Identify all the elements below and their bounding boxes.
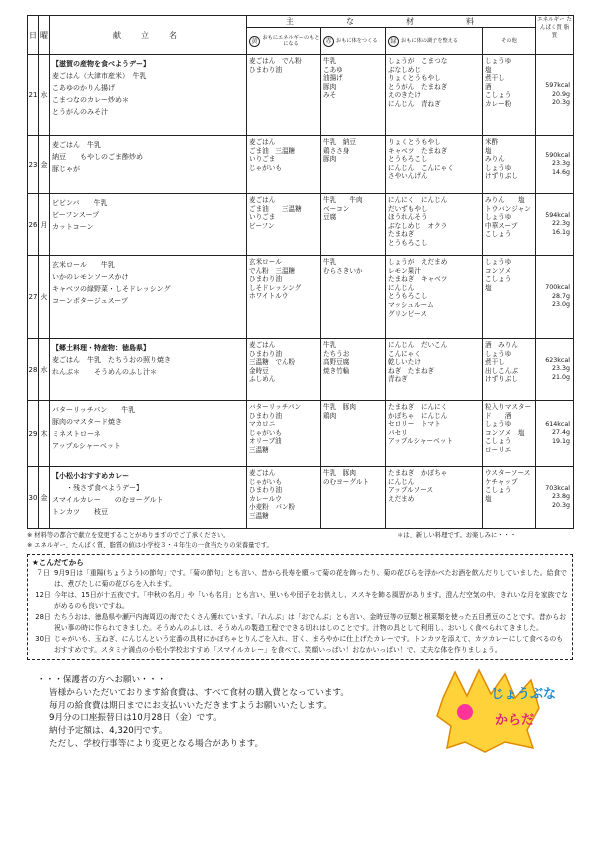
yellow-circle-icon: 黄 xyxy=(249,36,260,47)
menu-row xyxy=(28,136,574,194)
menu-row xyxy=(28,256,574,339)
mascot-illustration xyxy=(435,668,557,754)
header-day: 日 xyxy=(28,16,39,55)
commentary-text: じゃがいも、玉ねぎ、にんじんという定番の具材にかぼちゃとりんごを入れ、甘く、まろやかに仕上げたカレーです。トンカツを添えて、カツカレーにして食べるのもおすすめです。スタミナ満点の小松小学校おすすめ「スマイルカレー」を食べて、笑顔いっぱい！おなかいっぱい！で、丈夫な体を作りましょう。 xyxy=(54,635,564,654)
dish-name: とうがんのみそ汁 xyxy=(52,108,108,116)
lunch-menu-page xyxy=(27,15,573,751)
nutrition-cell: 594kcal 22.3g 16.1g xyxy=(536,194,574,256)
commentary-text: たちうおは、徳島県や瀬戸内海周辺の海でたくさん獲れています。「れんぶ」は「おでんぶ」とも言い、金時豆等の豆類と根菜類を使った五目煮豆のことです。昔からお祝い事の時に作られてきました。そうめんのふしは、そうめんの製造工程でできる切れはしのことです。汁物の具として利用し、おいしく食べられてきました。 xyxy=(54,613,567,632)
dish-name: ミネストローネ xyxy=(52,430,101,438)
dish-name: カットコーン xyxy=(52,223,94,231)
svg-text:じょうぶな: じょうぶな xyxy=(491,687,557,702)
other-ingredients-cell: みりん 塩 トウバンジャン しょうゆ 中華スープ こしょう xyxy=(483,194,536,256)
day-cell: 28 xyxy=(28,339,39,401)
weekday-cell: 金 xyxy=(39,467,50,529)
regulating-foods-cell: にんじん だいこん こんにゃく 乾しいたけ ねぎ たまねぎ 青ねぎ xyxy=(386,339,483,401)
body-building-foods-cell: 牛乳 むらさきいか xyxy=(321,256,386,339)
dishes-cell xyxy=(50,339,247,401)
dish-name: 麦ごはん 牛乳 xyxy=(52,141,101,149)
body-building-foods-cell: 牛乳 こあゆ 油揚げ 豚肉 みそ xyxy=(321,55,386,136)
menu-row xyxy=(28,194,574,256)
day-cell: 29 xyxy=(28,401,39,467)
parents-heading: ・・・保護者の方へお願い・・・ xyxy=(37,675,166,685)
red-circle-icon: 赤 xyxy=(323,36,334,47)
nutrition-cell: 614kcal 27.4g 19.1g xyxy=(536,401,574,467)
other-ingredients-cell: ウスターソース ケチャップ こしょう 塩 xyxy=(483,467,536,529)
header-weekday: 曜 xyxy=(39,16,50,55)
energy-foods-cell: 麦ごはん でん粉 ひまわり油 xyxy=(247,55,321,136)
dish-name: キャベツの緑野菜・しそドレッシング xyxy=(52,285,171,293)
menu-table xyxy=(27,15,574,529)
weekday-cell: 火 xyxy=(39,256,50,339)
commentary-date: ７日 xyxy=(36,569,50,577)
commentary-item xyxy=(32,568,568,590)
dish-name: 麦ごはん 牛乳 たちうおの照り焼き xyxy=(52,356,171,364)
day-cell: 30 xyxy=(28,467,39,529)
energy-foods-cell: 麦ごはん ごま油 三温糖 いりごま ビーフン xyxy=(247,194,321,256)
header-ingredients: 主 な 材 料 xyxy=(247,16,536,28)
weekday-cell: 水 xyxy=(39,339,50,401)
regulating-foods-cell: しょうが えだまめ レモン果汁 たまねぎ キャベツ にんじん とうもろこし マッシュルーム グリンピース xyxy=(386,256,483,339)
commentary-text: 今年は、15日が十五夜です。「中秋の名月」や「いも名月」とも言い、里いもや団子をお供えし、ススキを飾る風習があります。澄んだ空気の中、きれいな月を家族でながめるのも良いですね。 xyxy=(54,591,568,610)
regulating-foods-cell: たまねぎ にんにく かぼちゃ にんじん セロリー トマト パセリ アップルシャーベット xyxy=(386,401,483,467)
other-ingredients-cell: しょうゆ コンソメ こしょう 塩 xyxy=(483,256,536,339)
commentary-date: 30日 xyxy=(35,635,51,643)
commentary-date: 28日 xyxy=(35,613,51,621)
other-ingredients-cell: 米酢 塩 みりん しょうゆ けずりぶし xyxy=(483,136,536,194)
nutrition-cell: 700kcal 28.7g 23.0g xyxy=(536,256,574,339)
regulating-foods-cell: にんにく にんじん だいずもやし ほうれんそう ぶなしめじ オクラ たまねぎ とうもろこし xyxy=(386,194,483,256)
dish-name: ビビンバ 牛乳 xyxy=(52,199,108,207)
dishes-cell xyxy=(50,467,247,529)
header-other: その他 xyxy=(483,28,536,55)
dish-name: 【滋賀の産物を食べようデー】 xyxy=(52,60,150,68)
notice-line: ただし、学校行事等により変更となる場合があります。 xyxy=(49,738,264,749)
menu-row xyxy=(28,401,574,467)
notice-line: 納付予定額は、4,320円です。 xyxy=(49,726,168,737)
commentary-title: ★こんだてから xyxy=(32,558,84,567)
regulating-foods-cell: しょうが こまつな ぶなしめじ りょくとうもやし とうがん たまねぎ えのきたけ にんじん 青ねぎ xyxy=(386,55,483,136)
dish-name: スマイルカレー のむヨーグルト xyxy=(52,496,164,504)
body-building-foods-cell: 牛乳 豚肉 のむヨーグルト xyxy=(321,467,386,529)
note-new-dish: ＊は、新しい料理です。お楽しみに・・・ xyxy=(397,532,517,539)
dish-name: ビーフンスープ xyxy=(52,211,100,219)
notes xyxy=(27,531,573,551)
menu-row xyxy=(28,339,574,401)
nutrition-cell: 597kcal 20.9g 20.3g xyxy=(536,55,574,136)
dish-name: アップルシャーベット xyxy=(52,442,121,450)
dish-name: ・残さず食べようデー】 xyxy=(52,484,143,492)
day-cell: 23 xyxy=(28,136,39,194)
header-red-group: 赤 おもに体をつくる xyxy=(321,28,386,55)
dish-name: 【郷土料理・特産物：徳島県】 xyxy=(52,344,150,352)
menu-commentary-box xyxy=(27,554,573,660)
commentary-date: 12日 xyxy=(35,591,51,599)
dish-name: れんぶ＊ そうめんのふし汁＊ xyxy=(52,368,157,376)
body-building-foods-cell: 牛乳 納豆 鶏ささ身 豚肉 xyxy=(321,136,386,194)
body-building-foods-cell: 牛乳 たちうお 高野豆腐 焼き竹輪 xyxy=(321,339,386,401)
day-cell: 26 xyxy=(28,194,39,256)
regulating-foods-cell: たまねぎ かぼちゃ にんじん アップルソース えだまめ xyxy=(386,467,483,529)
dish-name: コーンポタージュスープ xyxy=(52,297,128,305)
other-ingredients-cell: 粒入りマスター ド 酒 しょうゆ コンソメ 塩 こしょう ローリエ xyxy=(483,401,536,467)
body-building-foods-cell: 牛乳 牛肉 ベーコン 豆腐 xyxy=(321,194,386,256)
dishes-cell xyxy=(50,256,247,339)
weekday-cell: 水 xyxy=(39,55,50,136)
green-circle-icon: 緑 xyxy=(388,36,399,47)
parents-notice xyxy=(27,674,573,751)
dishes-cell xyxy=(50,194,247,256)
commentary-text: 9月9日は「重陽(ちょうよう)の節句」です。「菊の節句」とも言い、昔から長寿を願って菊の花を飾ったり、菊の花びらを浮かべたお酒を飲んだりしていました。給食では、煮びたしに菊の花びらを入れます。 xyxy=(54,569,567,588)
dish-name: 豚肉のマスタード焼き xyxy=(52,418,122,426)
body-building-foods-cell: 牛乳 豚肉 鶏肉 xyxy=(321,401,386,467)
other-ingredients-cell: しょうゆ 塩 煮干し 酒 こしょう カレー粉 xyxy=(483,55,536,136)
commentary-item xyxy=(32,590,568,612)
energy-foods-cell: バターリッチパン ひまわり油 マカロニ じゃがいも オリーブ油 三温糖 xyxy=(247,401,321,467)
dish-name: こまつなのカレー炒め＊ xyxy=(52,96,129,104)
commentary-item xyxy=(32,634,568,656)
dish-name: 豚じゃが xyxy=(52,165,80,173)
menu-row xyxy=(28,55,574,136)
energy-foods-cell: 麦ごはん じゃがいも ひまわり油 カレールウ 小麦粉 パン粉 三温糖 xyxy=(247,467,321,529)
dish-name: 麦ごはん（大津市産米） 牛乳 xyxy=(52,72,147,80)
header-yellow-group: 黄 おもにエネルギーのもとになる xyxy=(247,28,321,55)
note-nutrition: ※ エネルギー、たんぱく質、脂質の値は小学校３・４年生の一食当たりの栄養量です。 xyxy=(27,542,273,549)
dish-name: トンカツ 枝豆 xyxy=(52,508,108,516)
commentary-item xyxy=(32,612,568,634)
dish-name: いかのレモンソースかけ xyxy=(52,273,129,281)
dish-name: バターリッチパン 牛乳 xyxy=(52,406,136,414)
nutrition-cell: 703kcal 23.8g 20.3g xyxy=(536,467,574,529)
svg-text:からだ: からだ xyxy=(495,713,535,728)
dish-name: 玄米ロール 牛乳 xyxy=(52,261,115,269)
regulating-foods-cell: りょくとうもやし キャベツ たまねぎ とうもろこし にんじん こんにゃく さやいんげん xyxy=(386,136,483,194)
dishes-cell xyxy=(50,136,247,194)
dish-name: 納豆 もやしのごま酢炒め xyxy=(52,153,143,161)
weekday-cell: 木 xyxy=(39,401,50,467)
dishes-cell xyxy=(50,401,247,467)
other-ingredients-cell: 酒 みりん しょうゆ 煮干し 出しこんぶ けずりぶし xyxy=(483,339,536,401)
weekday-cell: 金 xyxy=(39,136,50,194)
nutrition-cell: 623kcal 23.3g 21.0g xyxy=(536,339,574,401)
notice-line: 皆様からいただいております給食費は、すべて食材の購入費となっています。 xyxy=(49,687,349,698)
header-menu: 献 立 名 xyxy=(50,16,247,55)
note-change: ※ 材料等の都合で献立を変更することがありますのでご了承ください。 xyxy=(27,532,230,539)
energy-foods-cell: 玄米ロール でん粉 三温糖 ひまわり油 しそドレッシング ホワイトルウ xyxy=(247,256,321,339)
notice-line: 9月分の口座振替日は10月28日（金）です。 xyxy=(49,713,222,724)
energy-foods-cell: 麦ごはん ごま油 三温糖 いりごま じゃがいも xyxy=(247,136,321,194)
energy-foods-cell: 麦ごはん ひまわり油 三温糖 でん粉 金時豆 ふしめん xyxy=(247,339,321,401)
menu-row xyxy=(28,467,574,529)
day-cell: 21 xyxy=(28,55,39,136)
dishes-cell xyxy=(50,55,247,136)
nutrition-cell: 590kcal 23.3g 14.6g xyxy=(536,136,574,194)
header-green-group: 緑 おもに体の調子を整える xyxy=(386,28,483,55)
notice-line: 毎月の給食費は期日までにお支払いいただきますようお願いいたします。 xyxy=(49,700,332,711)
weekday-cell: 月 xyxy=(39,194,50,256)
dish-name: 【小松小おすすめカレー xyxy=(52,472,130,480)
header-energy: エネルギー たんぱく質 脂 質 xyxy=(536,16,574,55)
dish-name: こあゆのかりん揚げ xyxy=(52,84,115,92)
day-cell: 27 xyxy=(28,256,39,339)
